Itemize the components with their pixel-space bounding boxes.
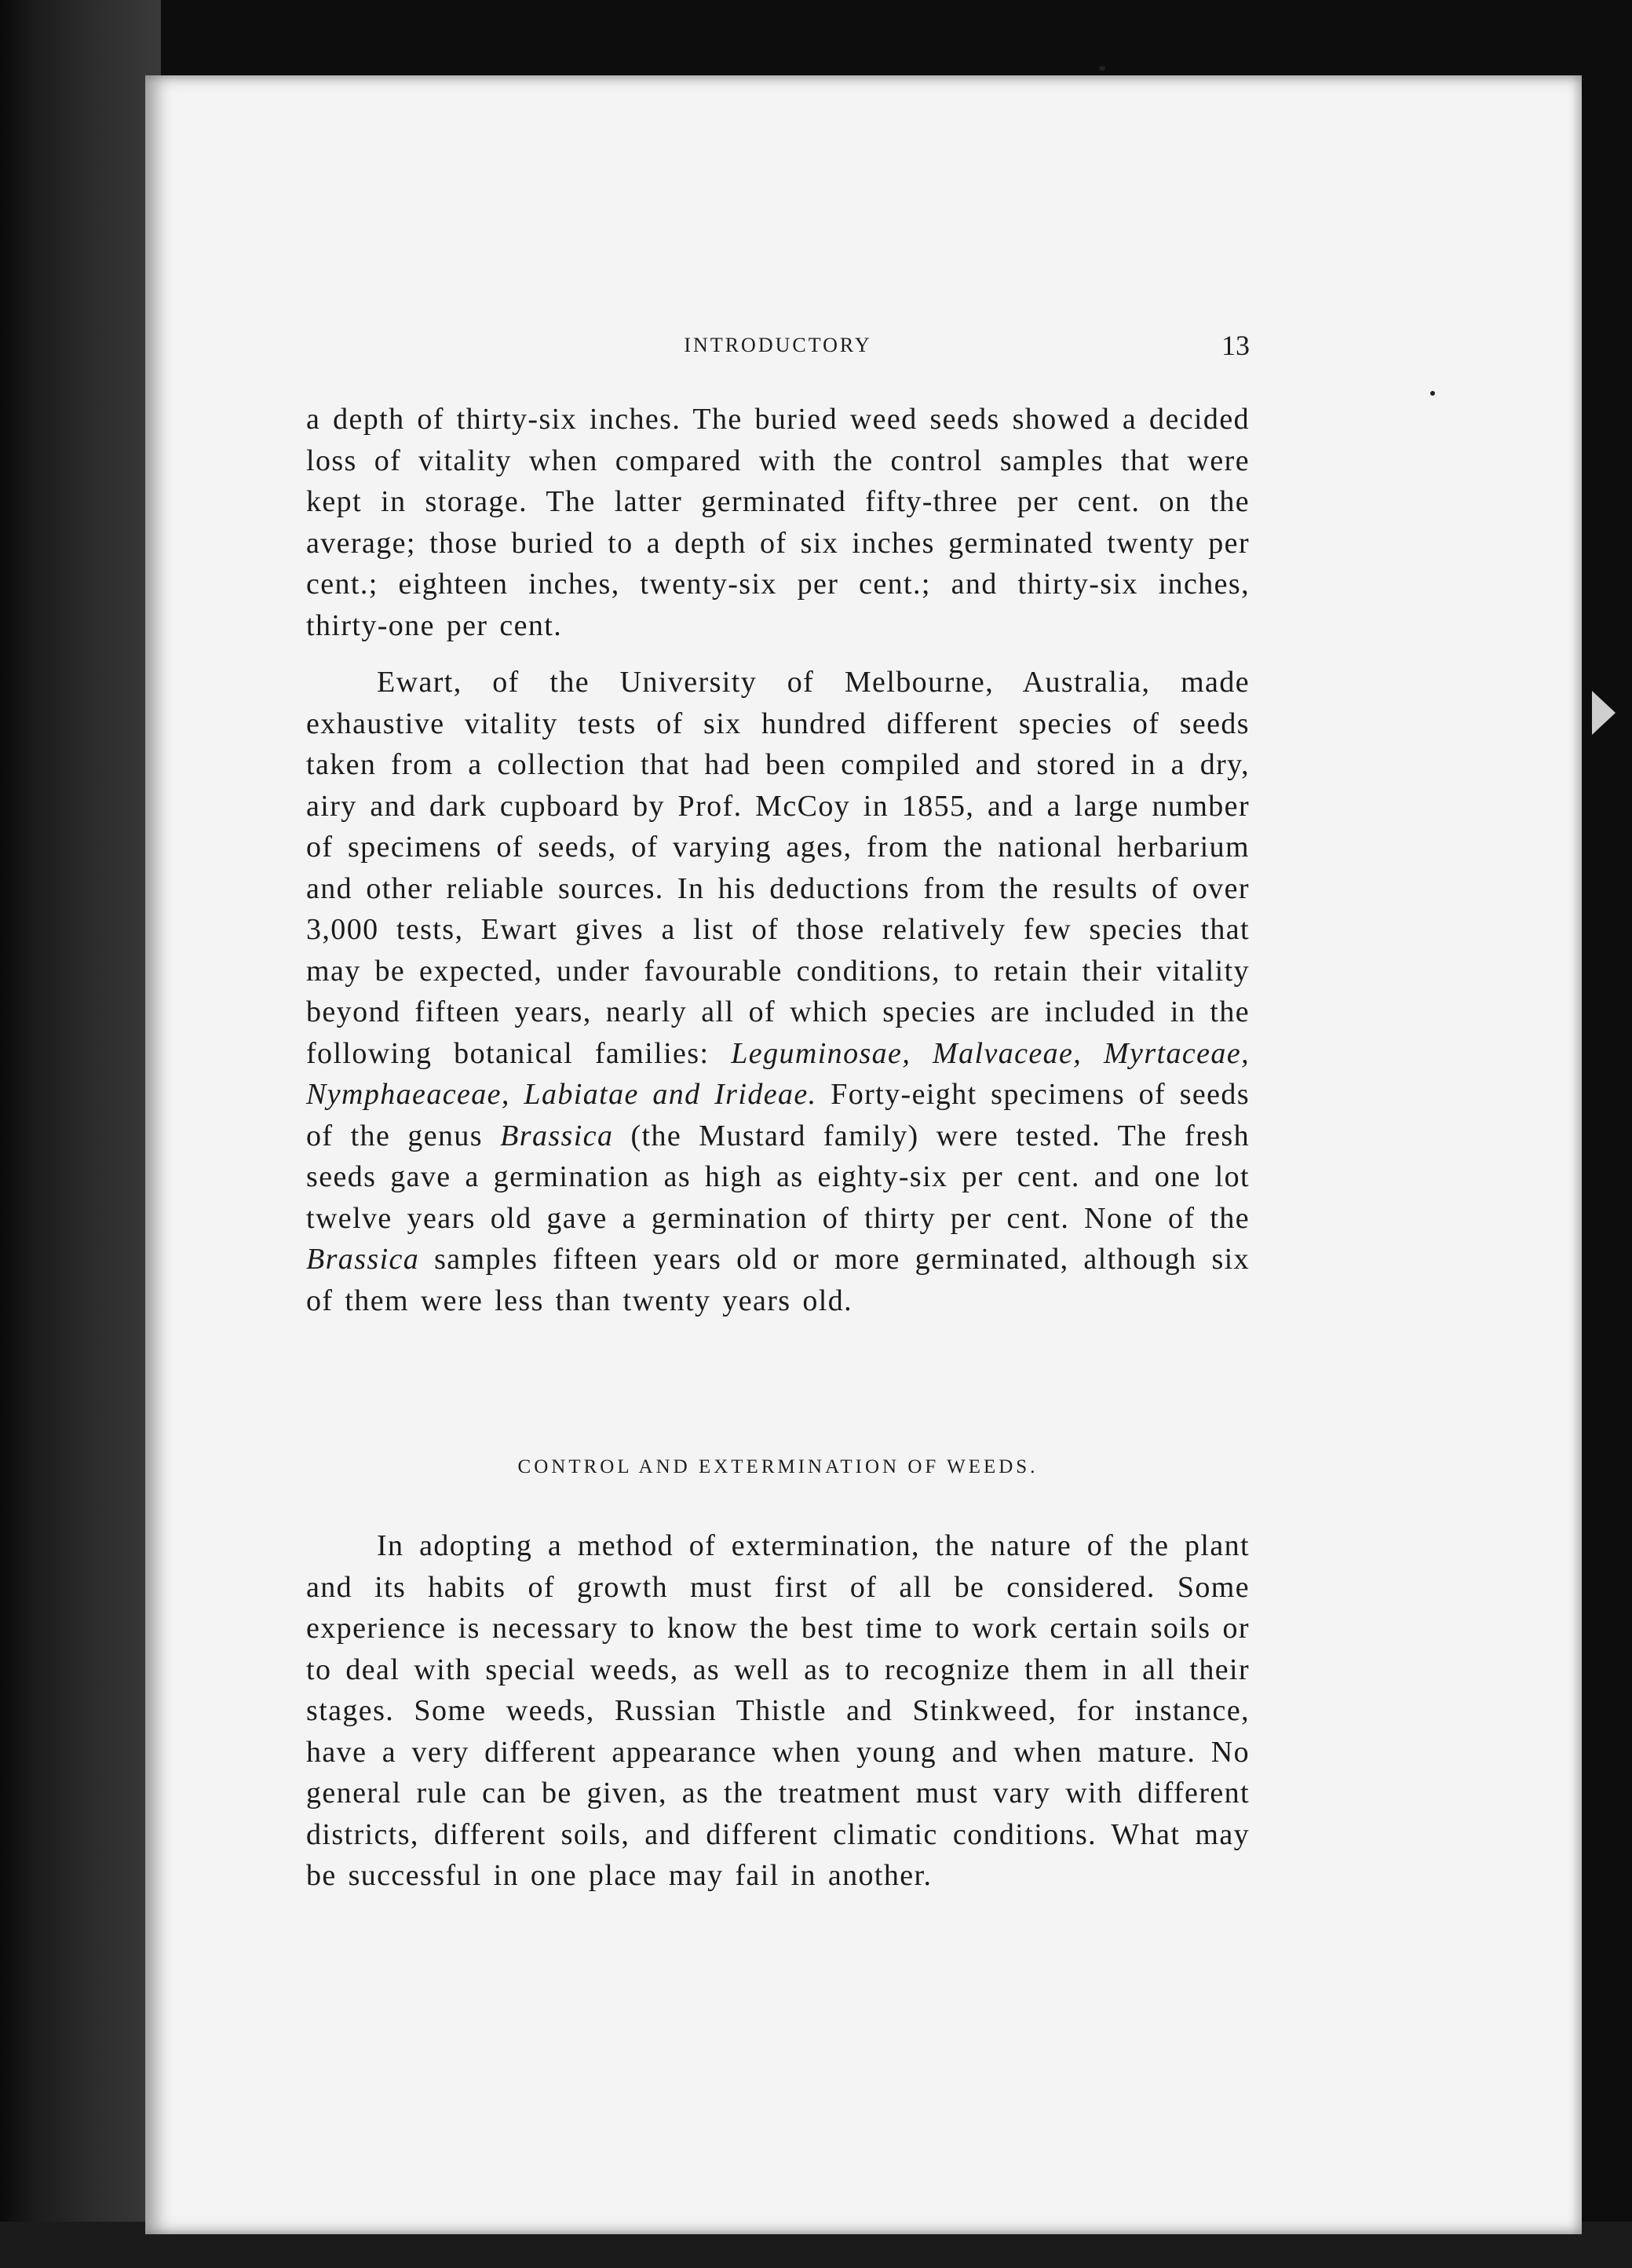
- page-number: 13: [1221, 330, 1250, 361]
- paragraph-2-cont-2: (the Mustard family) were tested. The fresh seeds gave a germination as high as eighty-six per cent. and one lot twelve years old gave a germination of thirty per cent. None of the: [306, 1119, 1250, 1235]
- speck: [1099, 66, 1105, 71]
- running-head: [306, 330, 1250, 365]
- paragraph-2-end: samples fifteen years old or more germinated, although six of them were less than twenty years old.: [306, 1243, 1250, 1317]
- running-title: INTRODUCTORY: [684, 334, 872, 356]
- paragraph-2-cont-1: Forty-eight specimens of seeds of the genus: [306, 1078, 1250, 1152]
- paragraph-1: a depth of thirty-six inches. The buried weed seeds showed a decided loss of vitality when compared with the control samples that were kept in storage. The latter germinated fifty-three per cent. on the average; those buried to a depth of six inches germinated twenty per cent.; eighteen inches, twenty-six per cent.; and thirty-six inches, thirty-one per cent.: [306, 403, 1250, 642]
- paragraph-2: [306, 662, 1250, 1321]
- page-edge-mark: [1592, 691, 1616, 735]
- speck: [1430, 391, 1435, 396]
- paragraph-3: In adopting a method of extermination, the nature of the plant and its habits of growth must first of all be considered. Some experience is necessary to know the best time to work certain soils or to deal with special weeds, as well as to recognize them in all their stages. Some weeds, Russian Thistle and Stinkweed, for instance, have a very different appearance when young and when mature. No general rule can be given, as the treatment must vary with different districts, different soils, and different climatic conditions. What may be successful in one place may fail in another.: [306, 1529, 1250, 1892]
- botanical-families: Leguminosae, Malvaceae, Myrtaceae, Nymphaeaceae, Labiatae and Irideae.: [306, 1036, 1250, 1111]
- paragraph-2-text: Ewart, of the University of Melbourne, Australia, made exhaustive vitality tests of six hundred different species of seeds taken from a collection that had been compiled and stored in a dry, airy and dark cupboard by Prof. McCoy in 1855, and a large number of specimens of seeds, of varying ages, from the national herbarium and other reliable sources. In his deductions from the results of over 3,000 tests, Ewart gives a list of those relatively few species that may be expected, under favourable conditions, to retain their vitality beyond fifteen years, nearly all of which species are included in the following botanical families:: [306, 666, 1250, 1070]
- genus-name: Brassica: [500, 1119, 614, 1152]
- genus-name-2: Brassica: [306, 1243, 420, 1276]
- scan-dark-margin: [0, 0, 161, 2268]
- section-heading: CONTROL AND EXTERMINATION OF WEEDS.: [517, 1456, 1039, 1477]
